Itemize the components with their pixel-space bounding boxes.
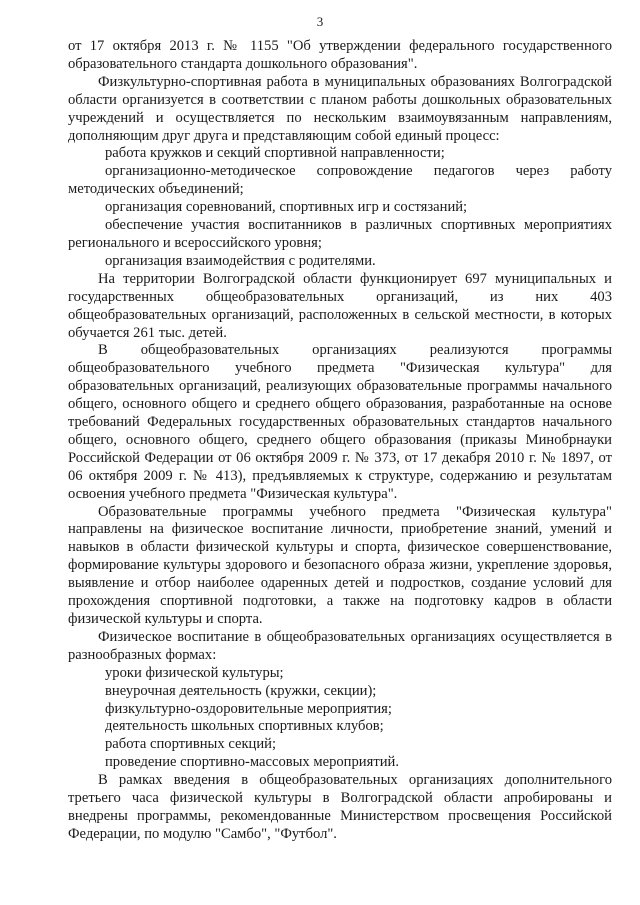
document-body: [68, 38, 612, 844]
list-item: уроки физической культуры;: [105, 664, 284, 681]
list-item: работа спортивных секций;: [105, 736, 277, 753]
list-item: работа кружков и секций спортивной направленности;: [105, 145, 445, 162]
page-number: 3: [316, 14, 324, 29]
list-item: организационно-методическое сопровождение педагогов через работу методических объединений;: [68, 163, 612, 198]
list-item: обеспечение участия воспитанников в различных спортивных мероприятиях регионального и всероссийского уровня;: [68, 217, 612, 251]
list-item: физкультурно-оздоровительные мероприятия;: [105, 700, 392, 717]
directions-list: [68, 145, 612, 270]
paragraph-physical-education-forms: Физическое воспитание в общеобразовательных организациях осуществляется в разнообразных формах:: [68, 628, 612, 663]
forms-list: [68, 665, 612, 772]
paragraph-third-hour-programs: В рамках введения в общеобразовательных организациях дополнительного третьего часа физической культуры в Волгоградской области апробированы и внедрены программы, рекомендованные Министерством просвещения Российской Федерации, по модулю "Самбо", "Футбол".: [68, 772, 612, 842]
paragraph-standard-reference: от 17 октября 2013 г. № 1155 "Об утверждении федерального государственного образовательного стандарта дошкольного образования".: [68, 38, 612, 72]
list-item: организация взаимодействия с родителями.: [105, 252, 376, 269]
list-item: организация соревнований, спортивных игр и состязаний;: [105, 199, 468, 216]
paragraph-program-goals: Образовательные программы учебного предмета "Физическая культура" направлены на физическое воспитание личности, приобретение знаний, умений и навыков в области физической культуры и спорта, физическое совершенствование, формирование культуры здорового и безопасного образа жизни, укрепление здоровья, выявление и отбор наиболее одаренных детей и подростков, создание условий для прохождения спортивной подготовки, а также на подготовку кадров в области физической культуры и спорта.: [68, 503, 612, 627]
list-item: внеурочная деятельность (кружки, секции);: [105, 682, 377, 699]
paragraph-sports-work: Физкультурно-спортивная работа в муниципальных образованиях Волгоградской области организуется в соответствии с планом работы дошкольных образовательных учреждений и осуществляется по нескольким взаимоувязанным направлениям, дополняющим друг друга и представляющим собой единый процесс:: [68, 73, 612, 144]
list-item: деятельность школьных спортивных клубов;: [105, 718, 384, 735]
paragraph-programs: В общеобразовательных организациях реализуются программы общеобразовательного учебного предмета "Физическая культура" для образовательных организаций, реализующих образовательные программы начального общего, основного общего и среднего общего образования, разработанные на основе требований Федеральных государственных образовательных стандартов начального общего, основного общего, среднего общего образования (приказы Минобрнауки Российской Федерации от 06 октября 2009 г. № 373, от 17 декабря 2010 г. № 1897, от 06 октября 2009 г. № 413), предъявляемых к структуре, содержанию и результатам освоения учебного предмета "Физическая культура".: [68, 342, 612, 502]
paragraph-organizations-count: На территории Волгоградской области функционирует 697 муниципальных и государственных общеобразовательных организаций, из них 403 общеобразовательных организаций, расположенных в сельской местности, в которых обучается 261 тыс. детей.: [68, 270, 612, 341]
list-item: проведение спортивно-массовых мероприятий.: [105, 754, 399, 771]
